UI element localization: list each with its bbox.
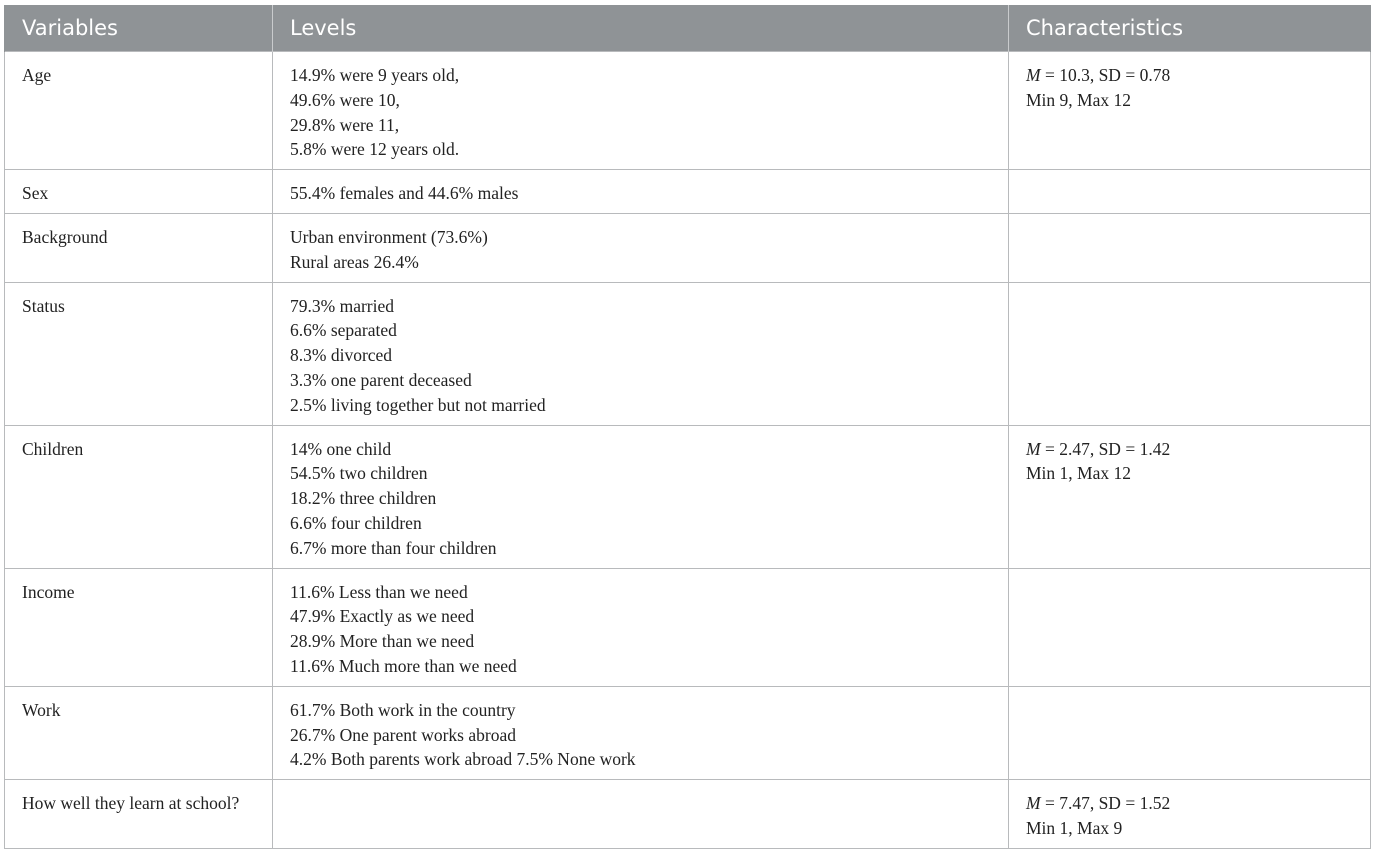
table-row [5, 568, 1371, 686]
header-levels: Levels [273, 5, 1009, 52]
level-line: Urban environment (73.6%) [290, 226, 488, 247]
variable-cell [5, 568, 273, 686]
level-line: Rural areas 26.4% [290, 251, 419, 272]
characteristics-cell [1009, 170, 1371, 214]
table-row [5, 213, 1371, 282]
variable-cell [5, 780, 273, 849]
variable-cell [5, 170, 273, 214]
level-line: 18.2% three children [290, 488, 437, 509]
level-line: 8.3% divorced [290, 345, 393, 366]
table-row [5, 52, 1371, 170]
stats-values: = 7.47, SD = 1.52 [1040, 793, 1171, 814]
variable-label: Work [22, 699, 61, 720]
variable-label: Status [22, 295, 65, 316]
stats-line [1026, 63, 1353, 88]
variable-cell [5, 282, 273, 425]
level-line: 79.3% married [290, 295, 394, 316]
mean-symbol: M [1026, 793, 1041, 814]
variable-cell [5, 52, 273, 170]
variable-cell [5, 686, 273, 779]
level-line: 47.9% Exactly as we need [290, 606, 475, 627]
levels-cell [273, 686, 1009, 779]
levels-cell [273, 213, 1009, 282]
variable-cell [5, 213, 273, 282]
level-line: 6.6% separated [290, 320, 397, 341]
levels-cell [273, 568, 1009, 686]
variable-label: How well they learn at school? [22, 793, 240, 814]
level-line: 54.5% two children [290, 463, 428, 484]
range-line: Min 1, Max 12 [1026, 463, 1131, 484]
mean-symbol: M [1026, 65, 1041, 85]
level-line: 3.3% one parent deceased [290, 369, 472, 390]
stats-values: = 10.3, SD = 0.78 [1040, 65, 1171, 85]
variable-label: Background [22, 226, 108, 247]
stats-line [1026, 437, 1353, 462]
header-variables: Variables [5, 5, 273, 52]
level-line: 6.6% four children [290, 512, 422, 533]
demographics-table [4, 5, 1371, 849]
level-line: 4.2% Both parents work abroad 7.5% None work [290, 749, 636, 770]
level-line: 14.9% were 9 years old, [290, 65, 460, 85]
table-body [5, 52, 1371, 849]
variable-label: Income [22, 581, 75, 602]
levels-cell [273, 425, 1009, 568]
mean-symbol: M [1026, 438, 1041, 459]
header-characteristics: Characteristics [1009, 5, 1371, 52]
level-line: 6.7% more than four children [290, 537, 497, 558]
stats-values: = 2.47, SD = 1.42 [1040, 438, 1171, 459]
variable-cell [5, 425, 273, 568]
level-line: 26.7% One parent works abroad [290, 724, 516, 745]
header-row [5, 5, 1371, 52]
levels-cell [273, 52, 1009, 170]
range-line: Min 1, Max 9 [1026, 817, 1123, 838]
table-row [5, 780, 1371, 849]
characteristics-cell [1009, 282, 1371, 425]
table-row [5, 170, 1371, 214]
level-line: 29.8% were 11, [290, 114, 400, 135]
characteristics-cell [1009, 213, 1371, 282]
variable-label: Age [22, 65, 52, 85]
levels-cell [273, 780, 1009, 849]
level-line: 11.6% Less than we need [290, 581, 468, 602]
characteristics-cell [1009, 52, 1371, 170]
level-line: 55.4% females and 44.6% males [290, 183, 519, 204]
levels-cell [273, 170, 1009, 214]
variable-label: Children [22, 438, 84, 459]
level-line: 2.5% living together but not married [290, 394, 546, 415]
level-line: 61.7% Both work in the country [290, 699, 516, 720]
level-line: 5.8% were 12 years old. [290, 139, 460, 160]
table-header [5, 5, 1371, 52]
level-line: 28.9% More than we need [290, 631, 475, 652]
characteristics-cell [1009, 780, 1371, 849]
range-line: Min 9, Max 12 [1026, 89, 1131, 110]
level-line: 11.6% Much more than we need [290, 655, 517, 676]
table-row [5, 425, 1371, 568]
characteristics-cell [1009, 425, 1371, 568]
levels-cell [273, 282, 1009, 425]
table-row [5, 686, 1371, 779]
table-row [5, 282, 1371, 425]
stats-line [1026, 791, 1353, 816]
characteristics-cell [1009, 686, 1371, 779]
level-line: 49.6% were 10, [290, 89, 400, 110]
characteristics-cell [1009, 568, 1371, 686]
level-line: 14% one child [290, 438, 392, 459]
variable-label: Sex [22, 183, 49, 204]
